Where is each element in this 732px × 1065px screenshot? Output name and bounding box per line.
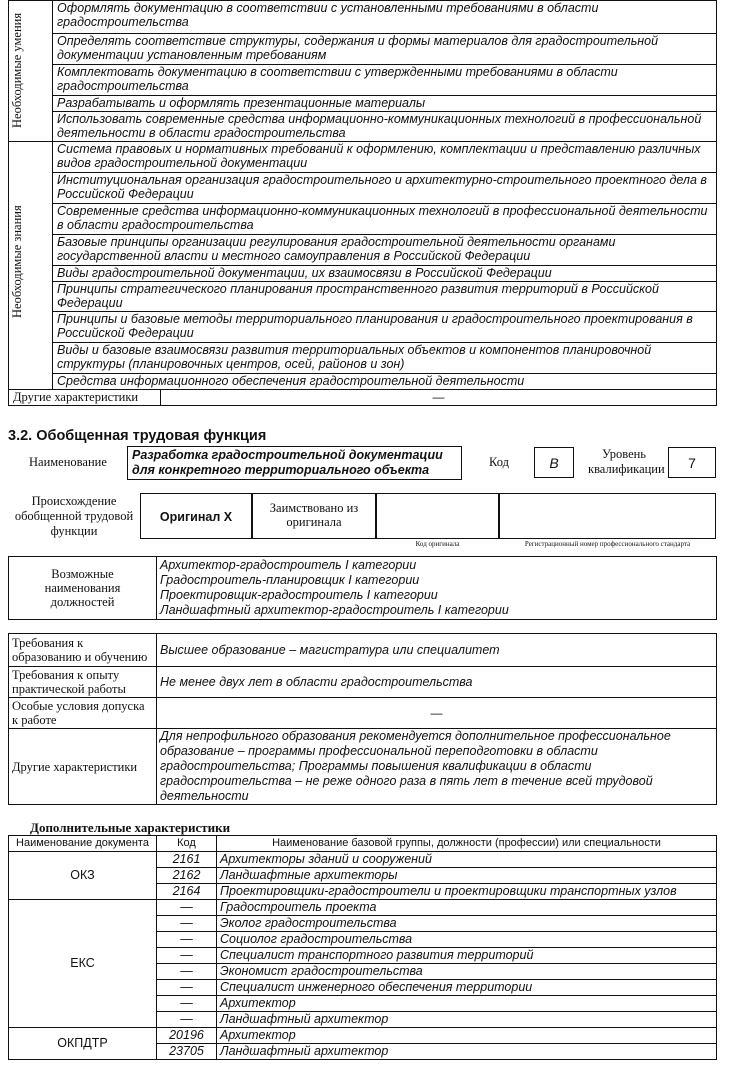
skills-row-header — [9, 1, 53, 142]
section-title: 3.2. Обобщенная трудовая функция — [8, 428, 267, 444]
extra-name: Проектировщики-градостроители и проектировщики транспортных узлов — [217, 884, 717, 900]
other-characteristics-value: — — [161, 390, 717, 406]
knowledge-item: Виды и базовые взаимосвязи развития территориальных объектов и компонентов планировочной структуры (планировочных центров, осей, районов и зон) — [53, 343, 717, 374]
req-value-experience: Не менее двух лет в области градостроительства — [157, 667, 717, 698]
extra-name: Социолог градостроительства — [217, 932, 717, 948]
extra-header-code: Код — [157, 836, 217, 852]
knowledge-item: Базовые принципы организации регулирования градостроительной деятельности органами государственной власти и местного самоуправления в Российской Федерации — [53, 235, 717, 266]
extra-code: — — [157, 948, 217, 964]
skill-item: Определять соответствие структуры, содержания и формы материалов для градостроительной документации установленным требованиям — [53, 34, 717, 65]
extra-header-doc: Наименование документа — [9, 836, 157, 852]
extra-name: Ландшафтный архитектор — [217, 1012, 717, 1028]
origin-value: Оригинал X — [140, 493, 252, 539]
extra-name: Специалист транспортного развития территорий — [217, 948, 717, 964]
extra-table — [8, 835, 717, 1060]
reg-number-box — [499, 493, 716, 539]
skill-item: Комплектовать документацию в соответствии с утвержденными требованиями в области градостроительства — [53, 65, 717, 96]
knowledge-item: Современные средства информационно-коммуникационных технологий в профессиональной деятельности в области градостроительства — [53, 204, 717, 235]
position-item: Проектировщик-градостроитель I категории — [160, 588, 438, 602]
knowledge-item: Принципы стратегического планирования пространственного развития территорий в Российской Федерации — [53, 282, 717, 312]
extra-code: — — [157, 916, 217, 932]
req-value-education: Высшее образование – магистратура или специалитет — [157, 634, 717, 667]
knowledge-item: Институциональная организация градостроительного и архитектурно-строительного проектного дела в Российской Федерации — [53, 173, 717, 204]
code-label: Код — [489, 455, 509, 469]
positions-list — [157, 557, 717, 620]
name-value: Разработка градостроительной документации для конкретного территориального объекта — [127, 446, 462, 480]
extra-code: — — [157, 964, 217, 980]
extra-code: — — [157, 980, 217, 996]
extra-name: Архитекторы зданий и сооружений — [217, 852, 717, 868]
req-value-admission: — — [157, 698, 717, 729]
name-label: Наименование — [29, 455, 107, 469]
extra-header-name: Наименование базовой группы, должности (профессии) или специальности — [217, 836, 717, 852]
extra-code: 20196 — [157, 1028, 217, 1044]
knowledge-item: Виды градостроительной документации, их взаимосвязи в Российской Федерации — [53, 266, 717, 282]
extra-code: 2164 — [157, 884, 217, 900]
position-item: Градостроитель-планировщик I категории — [160, 573, 420, 587]
level-value: 7 — [668, 447, 716, 478]
extra-name: Ландшафтный архитектор — [217, 1044, 717, 1060]
knowledge-label: Необходимые знания — [9, 205, 24, 319]
extra-name: Специалист инженерного обеспечения территории — [217, 980, 717, 996]
req-label-experience: Требования к опыту практической работы — [9, 667, 157, 698]
extra-title: Дополнительные характеристики — [30, 820, 231, 835]
extra-name: Экономист градостроительства — [217, 964, 717, 980]
knowledge-item: Принципы и базовые методы территориального планирования и градостроительного проектирования в Российской Федерации — [53, 312, 717, 343]
extra-name: Архитектор — [217, 1028, 717, 1044]
position-item: Архитектор-градостроитель I категории — [160, 558, 417, 572]
skill-item: Разрабатывать и оформлять презентационные материалы — [53, 96, 717, 112]
reg-number-caption: Регистрационный номер профессионального стандарта — [524, 540, 691, 548]
positions-label: Возможные наименования должностей — [9, 557, 157, 620]
positions-table — [8, 556, 717, 620]
position-item: Ландшафтный архитектор-градостроитель I категории — [160, 603, 509, 617]
req-label-admission: Особые условия допуска к работе — [9, 698, 157, 729]
extra-code: — — [157, 1012, 217, 1028]
extra-doc-eks: ЕКС — [9, 900, 157, 1028]
extra-code: — — [157, 900, 217, 916]
borrowed-label: Заимствовано из оригинала — [252, 493, 376, 539]
extra-name: Архитектор — [217, 996, 717, 1012]
req-label-education: Требования к образованию и обучению — [9, 634, 157, 667]
skills-label: Необходимые умения — [9, 12, 24, 128]
skill-item: Оформлять документацию в соответствии с установленными требованиями в области градостроительства — [53, 1, 717, 34]
extra-name: Ландшафтные архитекторы — [217, 868, 717, 884]
extra-code: — — [157, 996, 217, 1012]
knowledge-item: Система правовых и нормативных требований к оформлению, комплектации и представлению различных видов градостроительной документации — [53, 142, 717, 173]
knowledge-row-header — [9, 142, 53, 390]
extra-name: Эколог градостроительства — [217, 916, 717, 932]
code-original-box — [376, 493, 499, 539]
req-value-other: Для непрофильного образования рекомендуется дополнительное профессиональное образование – программы профессиональной переподготовки в области градостроительства; Программы повышения квалификации в области градостроительства – не реже одного раза в пять лет в течение всей трудовой деятельности — [157, 729, 717, 805]
extra-doc-okz: ОКЗ — [9, 852, 157, 900]
req-label-other: Другие характеристики — [9, 729, 157, 805]
extra-code: 2161 — [157, 852, 217, 868]
requirements-table — [8, 633, 717, 805]
skills-knowledge-table — [8, 0, 717, 406]
other-characteristics-label: Другие характеристики — [9, 390, 161, 406]
level-label: Уровень квалификации — [588, 447, 665, 476]
extra-doc-okpdtr: ОКПДТР — [9, 1028, 157, 1060]
extra-name: Градостроитель проекта — [217, 900, 717, 916]
extra-code: 2162 — [157, 868, 217, 884]
knowledge-item: Средства информационного обеспечения градостроительной деятельности — [53, 374, 717, 390]
code-original-caption: Код оригинала — [415, 540, 460, 548]
origin-label: Происхождение обобщенной трудовой функции — [14, 494, 134, 538]
code-value: B — [534, 447, 574, 478]
extra-code: 23705 — [157, 1044, 217, 1060]
skill-item: Использовать современные средства информационно-коммуникационных технологий в профессиональной деятельности в области градостроительства — [53, 112, 717, 142]
extra-code: — — [157, 932, 217, 948]
